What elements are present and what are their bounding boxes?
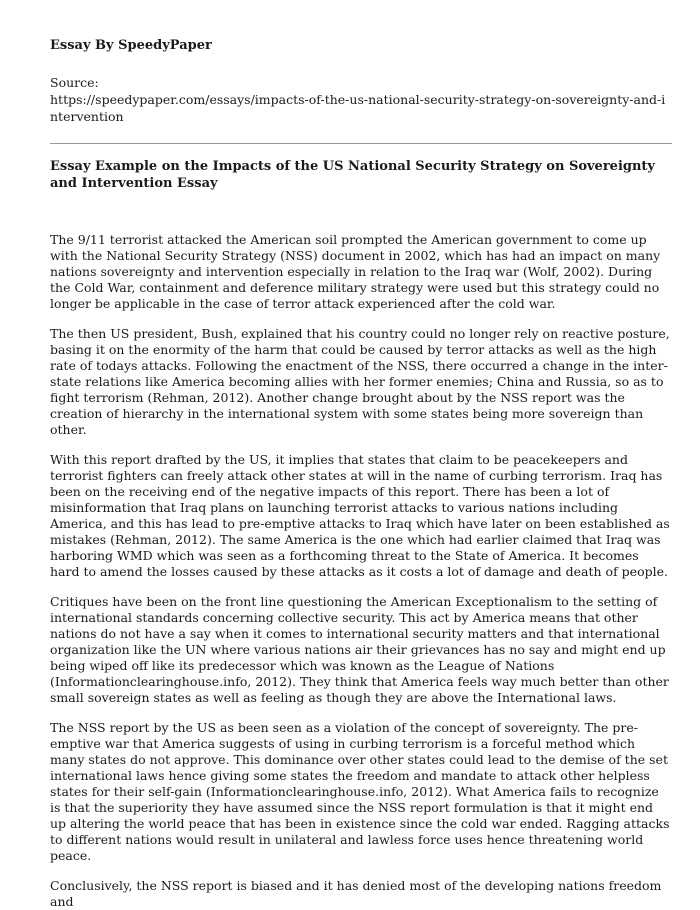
- paragraph: The 9/11 terrorist attacked the American soil prompted the American government to come up with the National Security Strategy (NSS) document in 2002, which has had an impact on many nations sovereignty and intervention especially in relation to the Iraq war (Wolf, 2002). During the Cold War, containment and deference military strategy were used but this strategy could no longer be applicable in the case of terror attack experienced after the cold war.: [50, 231, 661, 311]
- paragraph: The then US president, Bush, explained that his country could no longer rely on reactive posture, basing it on the enormity of the harm that could be caused by terror attacks as well as the high rate of todays attacks. Following the enactment of the NSS, there occurred a change in the inter-state relations like America becoming allies with her former enemies; China and Russia, so as to fight terrorism (Rehman, 2012). Another change brought about by the NSS report was the creation of hierarchy in the international system with some states being more sovereign than other.: [50, 325, 670, 437]
- header-title: Essay By SpeedyPaper: [50, 38, 212, 53]
- source-url[interactable]: https://speedypaper.com/essays/impacts-of-the-us-national-security-strategy-on-sovereignty-and-intervention: [50, 91, 666, 124]
- paragraph: Conclusively, the NSS report is biased and it has denied most of the developing nations freedom and: [50, 877, 662, 909]
- divider: [50, 143, 672, 144]
- paragraph: With this report drafted by the US, it implies that states that claim to be peacekeepers and terrorist fighters can freely attack other states at will in the name of curbing terrorism. Iraq has been on the receiving end of the negative impacts of this report. There has been a lot of misinformation that Iraq plans on launching terrorist attacks to various nations including America, and this has lead to pre-emptive attacks to Iraq which have later on been established as mistakes (Rehman, 2012). The same America is the one which had earlier claimed that Iraq was harboring WMD which was seen as a forthcoming threat to the State of America. It becomes hard to amend the losses caused by these attacks as it costs a lot of damage and death of people.: [50, 451, 670, 579]
- source-label: Source:: [50, 74, 99, 90]
- paragraph: Critiques have been on the front line questioning the American Exceptionalism to the setting of international standards concerning collective security. This act by America means that other nations do not have a say when it comes to international security matters and that international organization like the UN where various nations air their grievances has no say and might end up being wiped off like its predecessor which was known as the League of Nations (Informationclearinghouse.info, 2012). They think that America feels way much better than other small sovereign states as well as feeling as though they are above the International laws.: [50, 593, 669, 705]
- paragraph: The NSS report by the US as been seen as a violation of the concept of sovereignty. The pre-emptive war that America suggests of using in curbing terrorism is a forceful method which many states do not approve. This dominance over other states could lead to the demise of the set international laws hence giving some states the freedom and mandate to attack other helpless states for their self-gain (Informationclearinghouse.info, 2012). What America fails to recognize is that the superiority they have assumed since the NSS report formulation is that it might end up altering the world peace that has been in existence since the cold war ended. Ragging attacks to different nations would result in unilateral and lawless force uses hence threatening world peace.: [50, 719, 670, 863]
- essay-title: Essay Example on the Impacts of the US National Security Strategy on Sovereignty and Intervention Essay: [50, 158, 655, 191]
